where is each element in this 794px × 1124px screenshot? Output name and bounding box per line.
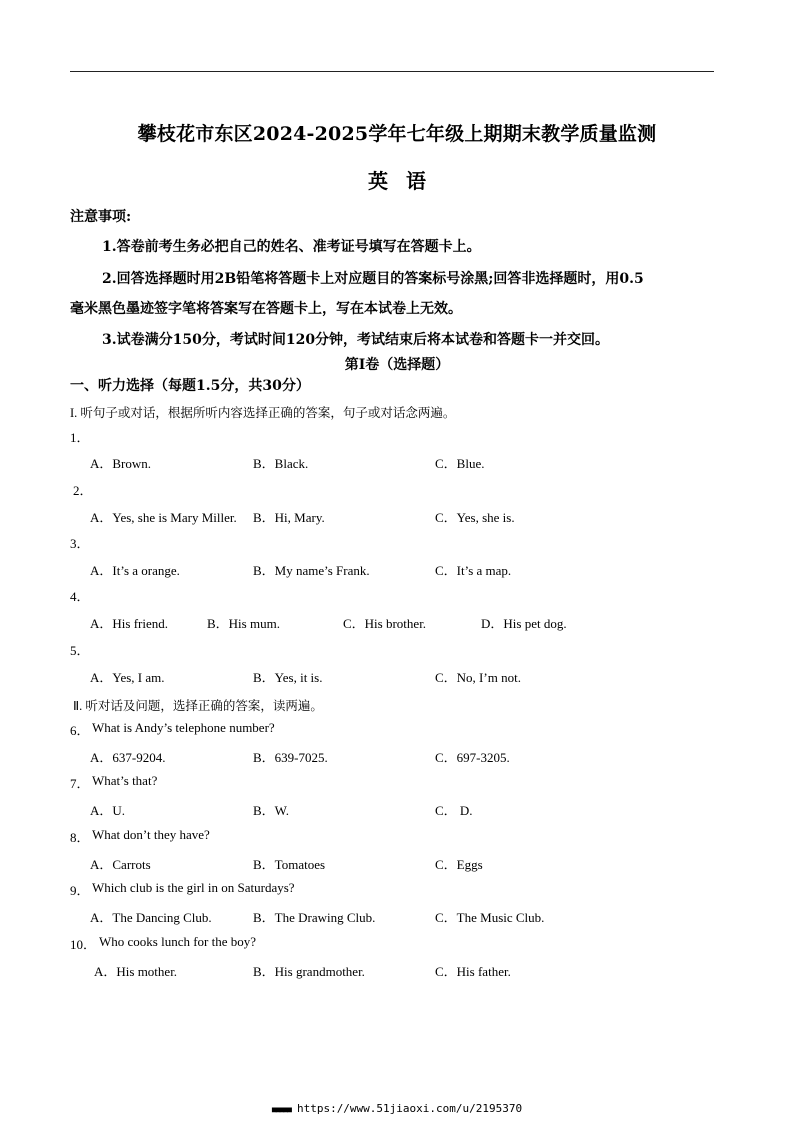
subject-title: 英语: [368, 169, 444, 193]
option: A．His mother.: [94, 964, 178, 979]
option: A．637-9204.: [90, 750, 166, 765]
notice-item-1: 1.答卷前考生务必把自己的姓名、准考证号填写在答题卡上。: [102, 239, 481, 255]
option: C．Yes, she is.: [435, 510, 515, 525]
option: C．Eggs: [435, 857, 483, 872]
option: C．The Music Club.: [435, 910, 545, 925]
question-number: 7．: [70, 776, 90, 791]
option: A．Yes, she is Mary Miller.: [90, 510, 237, 525]
option: B．Black.: [253, 456, 309, 471]
option: A．Brown.: [90, 456, 152, 471]
question-number: 5．: [70, 643, 90, 658]
option: C．No, I’m not.: [435, 670, 521, 685]
option: A．U.: [90, 803, 126, 818]
footer-logo-mark: ■■■■■: [271, 1104, 291, 1114]
subsection-1-instructions: I. 听句子或对话，根据所听内容选择正确的答案，句子或对话念两遍。: [70, 406, 456, 420]
option: B．Yes, it is.: [253, 670, 323, 685]
top-rule: [70, 71, 714, 72]
option: C．Blue.: [435, 456, 485, 471]
option: C．His brother.: [343, 616, 427, 631]
question-number: 6．: [70, 723, 90, 738]
question-text: What don’t they have?: [92, 827, 210, 842]
option: A．Carrots: [90, 857, 151, 872]
question-text: Who cooks lunch for the boy?: [99, 934, 257, 949]
notice-item-2-line-1: 2.回答选择题时用2B铅笔将答题卡上对应题目的答案标号涂黑;回答非选择题时，用0.5: [102, 271, 644, 287]
option: C．697-3205.: [435, 750, 510, 765]
option: B．His grandmother.: [253, 964, 365, 979]
option: C． D.: [435, 803, 473, 818]
question-text: Which club is the girl in on Saturdays?: [92, 880, 295, 895]
question-number: 1．: [70, 430, 90, 445]
question-number: 3．: [70, 536, 90, 551]
footer: [0, 1102, 794, 1115]
option: B．W.: [253, 803, 289, 818]
question-number: 4．: [70, 589, 90, 604]
option: B．Hi, Mary.: [253, 510, 325, 525]
exam-title: 攀枝花市东区2024-2025学年七年级上期期末教学质量监测: [137, 123, 657, 145]
notice-item-3: 3.试卷满分150分，考试时间120分钟，考试结束后将本试卷和答题卡一并交回。: [102, 332, 610, 348]
notice-item-2-line-2: 毫米黑色墨迹签字笔将答案写在答题卡上，写在本试卷上无效。: [70, 301, 462, 317]
question-number: 10．: [70, 937, 97, 952]
question-number: 9．: [70, 883, 90, 898]
notice-heading: 注意事项:: [70, 209, 132, 225]
option: A．His friend.: [90, 616, 168, 631]
option: D．His pet dog.: [481, 616, 567, 631]
option: B．Tomatoes: [253, 857, 326, 872]
question-text: What is Andy’s telephone number?: [92, 720, 275, 735]
option: B．His mum.: [207, 616, 280, 631]
option: B．My name’s Frank.: [253, 563, 370, 578]
option: B．639-7025.: [253, 750, 328, 765]
option: C．It’s a map.: [435, 563, 512, 578]
option: C．His father.: [435, 964, 511, 979]
question-number: 2．: [73, 483, 93, 498]
part-title: 第I卷（选择题）: [344, 357, 450, 373]
question-number: 8．: [70, 830, 90, 845]
option: A．It’s a orange.: [90, 563, 180, 578]
subsection-2-instructions: Ⅱ. 听对话及问题，选择正确的答案，读两遍。: [73, 699, 323, 713]
option: A．Yes, I am.: [90, 670, 165, 685]
section-heading: 一、听力选择（每题1.5分，共30分）: [70, 378, 310, 394]
footer-url-link[interactable]: https://www.51jiaoxi.com/u/2195370: [296, 1102, 523, 1115]
option: B．The Drawing Club.: [253, 910, 376, 925]
option: A．The Dancing Club.: [90, 910, 212, 925]
question-text: What’s that?: [92, 773, 158, 788]
